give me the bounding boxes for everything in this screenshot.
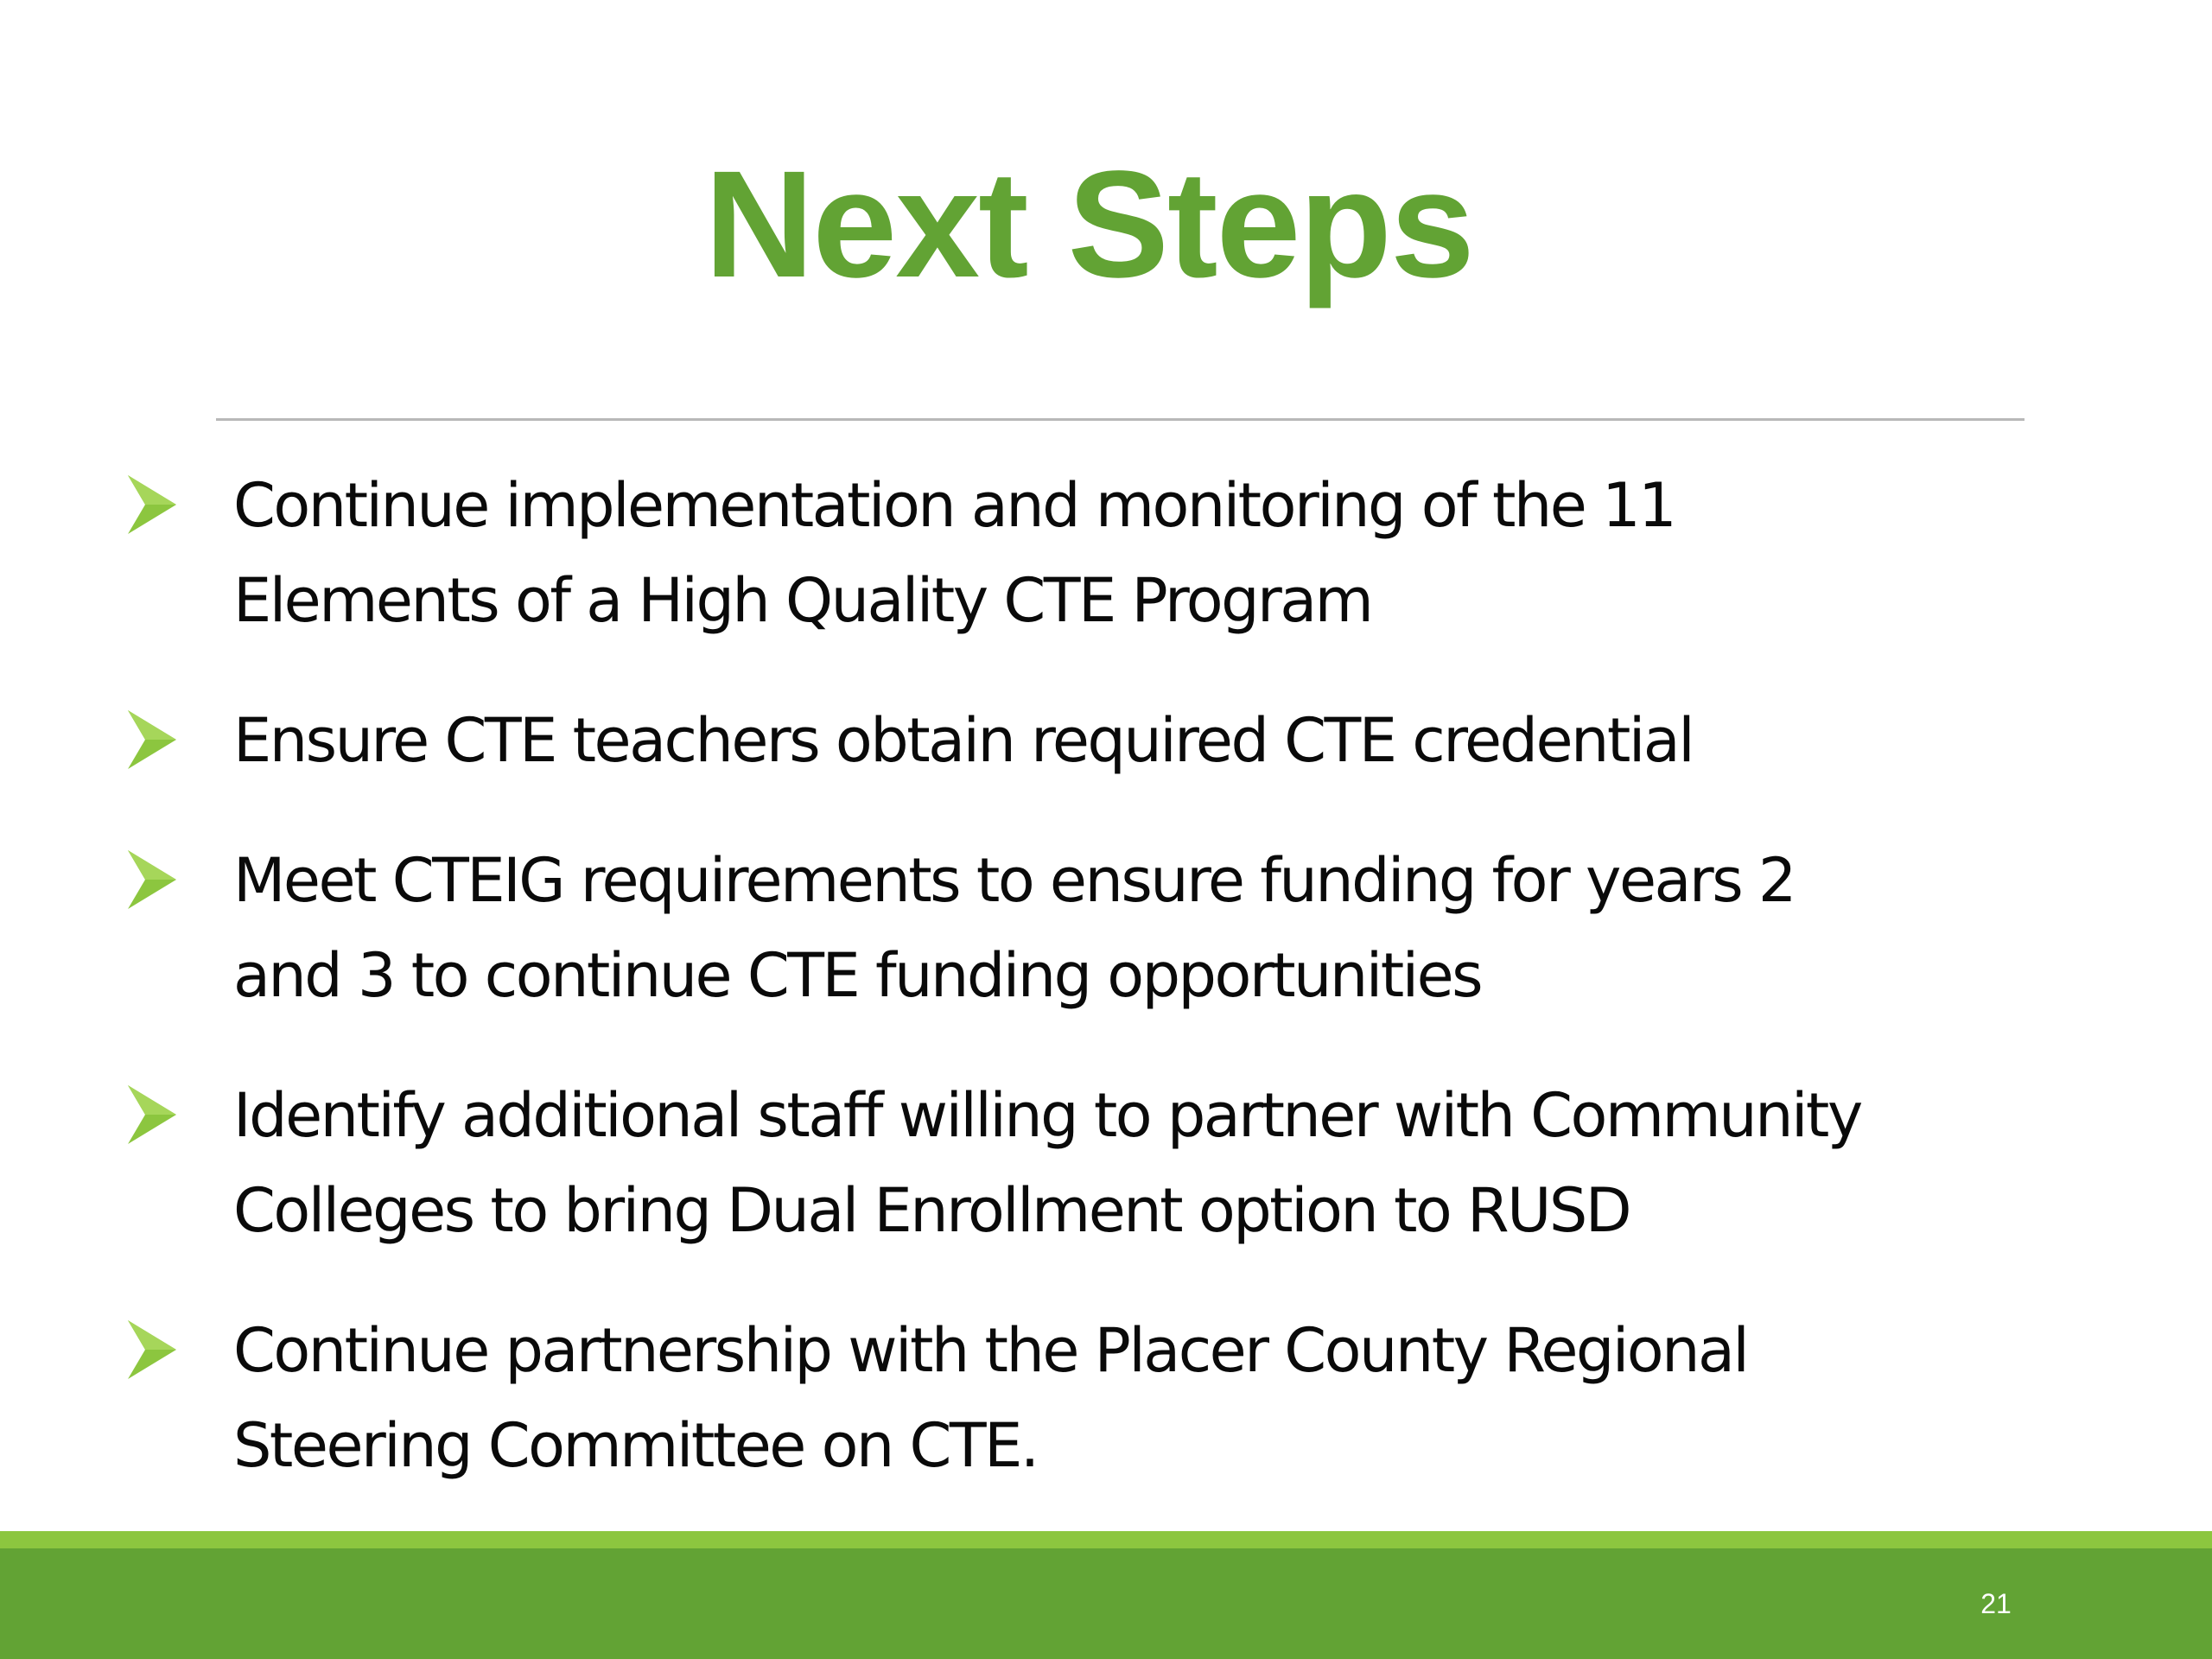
arrowhead-bullet-icon <box>126 709 178 771</box>
bullet-line: Steering Committee on CTE. <box>233 1410 1038 1481</box>
arrowhead-bullet-icon <box>126 849 178 911</box>
bullet-text <box>233 458 2134 648</box>
bullet-line: Ensure CTE teachers obtain required CTE credential <box>233 705 1694 776</box>
bullet-text <box>233 1068 2134 1258</box>
slide-title: Next Steps <box>704 140 1473 309</box>
bullet-line: and 3 to continue CTE funding opportunities <box>233 940 1482 1011</box>
bullet-line: Colleges to bring Dual Enrollment option to RUSD <box>233 1175 1630 1246</box>
bullet-line: Continue partnership with the Placer County Regional <box>233 1315 1748 1386</box>
footer-accent-stripe <box>0 1531 2212 1548</box>
bullet-text <box>233 833 2134 1023</box>
arrowhead-bullet-icon <box>126 474 178 536</box>
title-divider <box>216 418 2024 421</box>
arrowhead-bullet-icon <box>126 1084 178 1146</box>
bullet-line: Identify additional staff willing to partner with Community <box>233 1080 1861 1151</box>
bullet-line: Elements of a High Quality CTE Program <box>233 565 1372 636</box>
bullet-text <box>233 693 2134 788</box>
bullet-line: Meet CTEIG requirements to ensure funding for years 2 <box>233 845 1795 916</box>
footer-bar <box>0 1548 2212 1659</box>
arrowhead-bullet-icon <box>126 1319 178 1381</box>
bullet-line: Continue implementation and monitoring of the 11 <box>233 470 1675 541</box>
bullet-text <box>233 1303 2134 1493</box>
page-number: 21 <box>1980 1588 2012 1619</box>
